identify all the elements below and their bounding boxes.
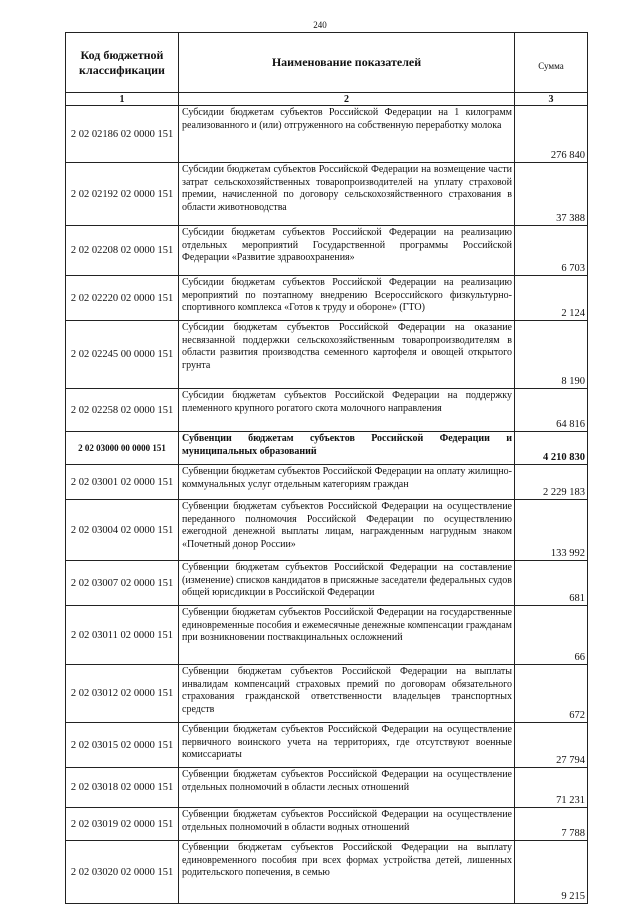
row-name: Субвенции бюджетам субъектов Российской Федерации на составление (изменение) списков кандидатов в присяжные заседатели федеральных судов общей юрисдикции в Российской Федерации — [179, 561, 515, 606]
table-row — [66, 500, 588, 561]
row-code: 2 02 03011 02 0000 151 — [66, 606, 179, 665]
row-sum: 2 124 — [515, 276, 588, 321]
row-sum: 276 840 — [515, 106, 588, 163]
row-name: Субвенции бюджетам субъектов Российской Федерации на осуществление отдельных полномочий в области водных отношений — [179, 808, 515, 841]
row-code: 2 02 03000 00 0000 151 — [66, 432, 179, 465]
row-name: Субсидии бюджетам субъектов Российской Федерации на реализацию отдельных мероприятий Государственной программы Российской Федерации «Развитие здравоохранения» — [179, 226, 515, 276]
row-name: Субвенции бюджетам субъектов Российской Федерации на государственные единовременные пособия и ежемесячные денежные компенсации гражданам при возникновении поствакцинальных осложнений — [179, 606, 515, 665]
table-row — [66, 321, 588, 389]
row-code: 2 02 03001 02 0000 151 — [66, 465, 179, 500]
page-number: 240 — [313, 20, 327, 30]
column-number-row — [66, 93, 588, 106]
row-sum: 9 215 — [515, 841, 588, 904]
column-number-2: 2 — [179, 93, 515, 106]
table-header-row — [66, 33, 588, 93]
table-row — [66, 465, 588, 500]
row-code: 2 02 03018 02 0000 151 — [66, 768, 179, 808]
row-name: Субсидии бюджетам субъектов Российской Федерации на поддержку племенного крупного рогатого скота молочного направления — [179, 389, 515, 432]
row-sum: 27 794 — [515, 723, 588, 768]
row-code: 2 02 03015 02 0000 151 — [66, 723, 179, 768]
row-code: 2 02 03007 02 0000 151 — [66, 561, 179, 606]
table-row — [66, 841, 588, 904]
row-sum: 2 229 183 — [515, 465, 588, 500]
row-sum: 71 231 — [515, 768, 588, 808]
row-name: Субсидии бюджетам субъектов Российской Федерации на 1 килограмм реализованного и (или) отгруженного на собственную переработку молока — [179, 106, 515, 163]
table-row — [66, 432, 588, 465]
table-row — [66, 723, 588, 768]
row-sum: 37 388 — [515, 163, 588, 226]
column-number-1: 1 — [66, 93, 179, 106]
row-code: 2 02 03012 02 0000 151 — [66, 665, 179, 723]
row-sum: 4 210 830 — [515, 432, 588, 465]
row-sum: 7 788 — [515, 808, 588, 841]
table-row — [66, 389, 588, 432]
table-row — [66, 808, 588, 841]
table-row — [66, 561, 588, 606]
table-row — [66, 226, 588, 276]
row-code: 2 02 02192 02 0000 151 — [66, 163, 179, 226]
row-name: Субвенции бюджетам субъектов Российской Федерации на выплаты инвалидам компенсаций страховых премий по договорам обязательного страхования гражданской ответственности владельцев транспортных средств — [179, 665, 515, 723]
row-sum: 681 — [515, 561, 588, 606]
row-name: Субвенции бюджетам субъектов Российской Федерации на осуществление отдельных полномочий в области лесных отношений — [179, 768, 515, 808]
row-code: 2 02 03019 02 0000 151 — [66, 808, 179, 841]
row-code: 2 02 02208 02 0000 151 — [66, 226, 179, 276]
table-row — [66, 276, 588, 321]
row-sum: 64 816 — [515, 389, 588, 432]
header-sum: Сумма — [515, 33, 588, 93]
row-name: Субсидии бюджетам субъектов Российской Федерации на реализацию мероприятий по поэтапному внедрению Всероссийского физкультурно-спортивного комплекса «Готов к труду и обороне» (ГТО) — [179, 276, 515, 321]
row-code: 2 02 02186 02 0000 151 — [66, 106, 179, 163]
row-code: 2 02 02220 02 0000 151 — [66, 276, 179, 321]
row-name: Субвенции бюджетам субъектов Российской Федерации на выплату единовременного пособия при всех формах устройства детей, лишенных родительского попечения, в семью — [179, 841, 515, 904]
table-row — [66, 163, 588, 226]
row-name: Субвенции бюджетам субъектов Российской Федерации на осуществление переданного полномочия Российской Федерации по осуществлению ежегодной денежной выплаты лицам, награжденным нагрудным знаком «Почетный донор России» — [179, 500, 515, 561]
row-name: Субсидии бюджетам субъектов Российской Федерации на возмещение части затрат сельскохозяйственных товаропроизводителей на уплату страховой премии, начисленной по договору сельскохозяйственного страхования в области животноводства — [179, 163, 515, 226]
table-row — [66, 768, 588, 808]
row-code: 2 02 02258 02 0000 151 — [66, 389, 179, 432]
row-code: 2 02 02245 00 0000 151 — [66, 321, 179, 389]
row-name: Субвенции бюджетам субъектов Российской Федерации на осуществление первичного воинского учета на территориях, где отсутствуют военные комиссариаты — [179, 723, 515, 768]
header-code: Код бюджетной классификации — [66, 33, 179, 93]
row-sum: 8 190 — [515, 321, 588, 389]
row-sum: 6 703 — [515, 226, 588, 276]
row-name: Субсидии бюджетам субъектов Российской Федерации на оказание несвязанной поддержки сельскохозяйственным товаропроизводителям в области развития производства семенного картофеля и овощей открытого грунта — [179, 321, 515, 389]
budget-table — [65, 32, 588, 904]
row-code: 2 02 03020 02 0000 151 — [66, 841, 179, 904]
table-row — [66, 106, 588, 163]
row-name: Субвенции бюджетам субъектов Российской Федерации на оплату жилищно-коммунальных услуг отдельным категориям граждан — [179, 465, 515, 500]
row-sum: 66 — [515, 606, 588, 665]
table-row — [66, 665, 588, 723]
table-row — [66, 606, 588, 665]
row-code: 2 02 03004 02 0000 151 — [66, 500, 179, 561]
row-sum: 133 992 — [515, 500, 588, 561]
header-name: Наименование показателей — [179, 33, 515, 93]
column-number-3: 3 — [515, 93, 588, 106]
row-name: Субвенции бюджетам субъектов Российской Федерации и муниципальных образований — [179, 432, 515, 465]
row-sum: 672 — [515, 665, 588, 723]
